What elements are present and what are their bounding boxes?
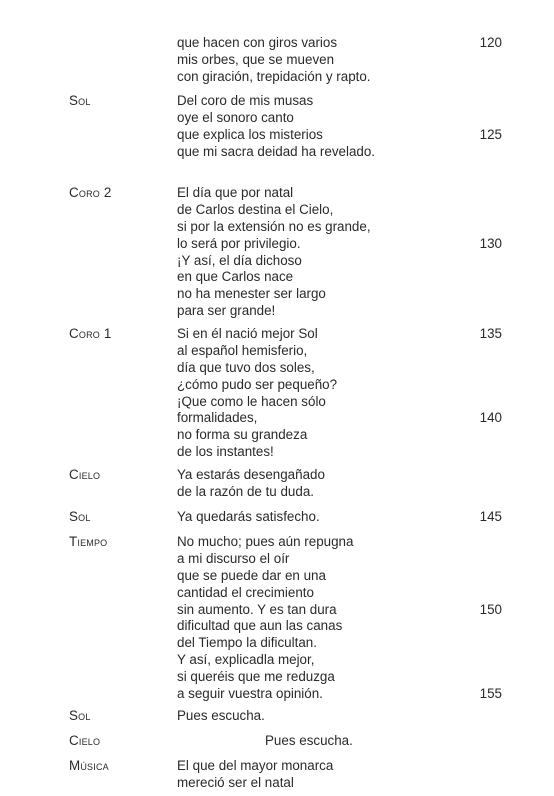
verse-line: No mucho; pues aún repugna [177,534,354,549]
verse-line: para ser grande! [177,303,276,319]
verse-lines [177,708,477,725]
verse-line: que explica los misterios 125 [177,126,502,142]
verse-lines [177,185,502,320]
line-number: 150 [479,601,502,617]
verse-line: ¡Y así, el día dichoso [177,252,302,268]
verse-line: del Tiempo la dificultan. [177,635,317,651]
verse-lines [177,326,502,461]
verse-lines [177,733,477,750]
speaker-name: Sol [69,509,91,524]
verse-line: ¡Que como le hacen sólo [177,393,326,409]
verse-line: si queréis que me reduzga [177,669,335,685]
verse-line: que se puede dar en una [177,567,326,583]
verse-line: ¿cómo pudo ser pequeño? [177,376,338,392]
verse-line: de Carlos destina el Cielo, [177,201,334,217]
verse-lines [177,35,502,86]
verse-line: lo será por privilegio. 130 [177,235,502,251]
verse-line: formalidades, 140 [177,410,502,426]
verse-line: día que tuvo dos soles, [177,359,315,375]
speaker-name: Cielo [69,733,101,748]
verse-lines [177,534,502,703]
verse-line: si por la extensión no es grande, [177,218,371,234]
verse-line: con giración, trepidación y rapto. [177,68,371,84]
speaker-name: Tiempo [69,534,108,549]
speaker-name: Coro 1 [69,326,112,341]
verse-line: Ya quedarás satisfecho. 145 [177,509,502,524]
speaker-name: Cielo [69,467,101,482]
line-number: 135 [479,326,502,341]
verse-line: mis orbes, que se mueven [177,51,335,67]
verse-line: El día que por natal [177,185,294,200]
verse-line: oye el sonoro canto [177,109,294,125]
line-number: 125 [479,126,502,142]
verse-line: El que del mayor monarca [177,758,334,773]
verse-line: cantidad el crecimiento [177,584,314,600]
verse-lines [177,93,502,161]
verse-lines [177,758,477,792]
verse-line: Del coro de mis musas [177,93,314,108]
line-number: 120 [479,35,502,50]
verse-line: no ha menester ser largo [177,286,326,302]
verse-line: de la razón de tu duda. [177,483,314,499]
speaker-name: Sol [69,93,91,108]
speaker-name: Sol [69,708,91,723]
verse-line: Pues escucha. [265,733,353,748]
verse-line: Si en él nació mejor Sol 135 [177,326,502,341]
verse-line: a seguir vuestra opinión. 155 [177,686,502,702]
line-number: 155 [479,686,502,702]
verse-line: dificultad que aun las canas [177,618,343,634]
verse-line: a mi discurso el oír [177,550,290,566]
verse-line: mereció ser el natal [177,774,294,790]
speaker-name: Coro 2 [69,185,112,200]
verse-line: Pues escucha. [177,708,265,723]
line-number: 140 [479,410,502,426]
speaker-name: Música [69,758,109,773]
verse-line: Y así, explicadla mejor, [177,652,315,668]
verse-line: en que Carlos nace [177,269,294,285]
verse-line: no forma su grandeza [177,427,308,443]
verse-lines [177,509,502,526]
verse-line: sin aumento. Y es tan dura 150 [177,601,502,617]
line-number: 130 [479,235,502,251]
verse-lines [177,467,477,501]
verse-line: Ya estarás desengañado [177,467,325,482]
verse-line: que mi sacra deidad ha revelado. [177,143,376,159]
verse-line: al español hemisferio, [177,342,308,358]
verse-line: que hacen con giros varios 120 [177,35,502,50]
verse-line: de los instantes! [177,444,274,460]
line-number: 145 [479,509,502,524]
